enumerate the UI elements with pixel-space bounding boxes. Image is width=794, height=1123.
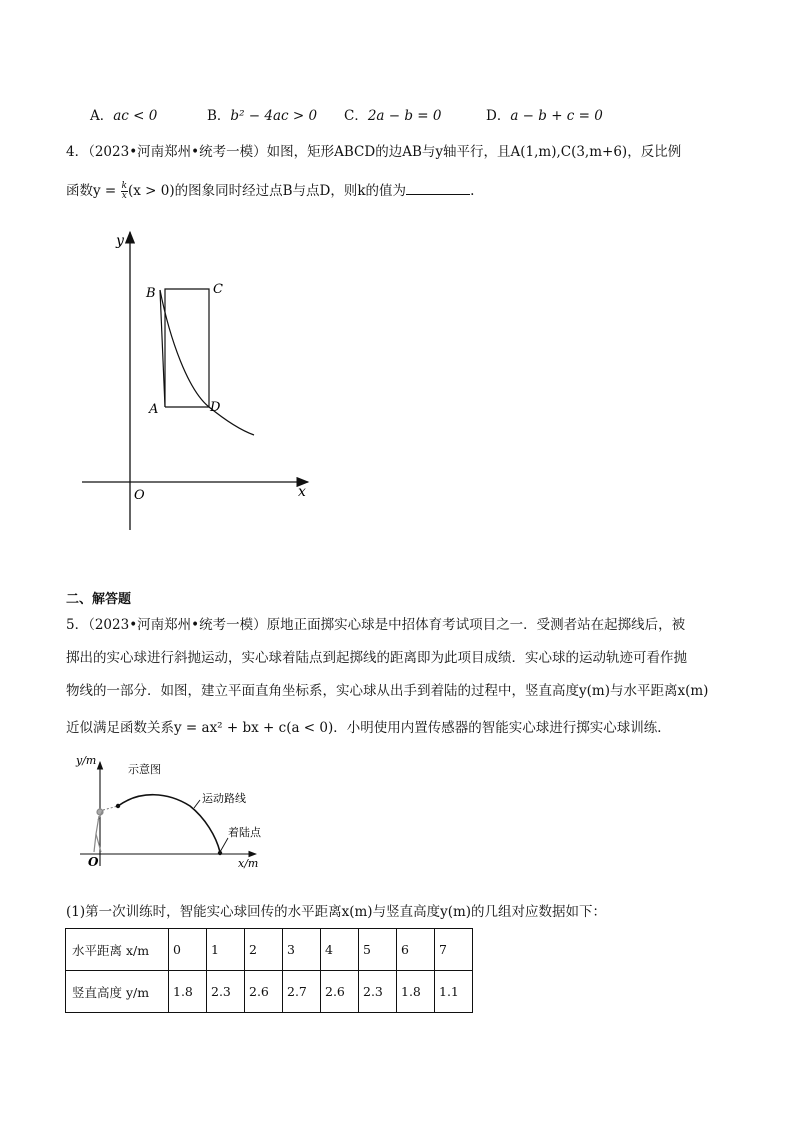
table-cell: 7 xyxy=(435,929,473,971)
option-c-label: C． xyxy=(344,108,368,124)
y-axis-label-2: y/m xyxy=(76,754,97,767)
table-row xyxy=(66,971,473,1013)
landing-label: 着陆点 xyxy=(228,826,261,839)
table-cell: 3 xyxy=(283,929,321,971)
table-cell: 6 xyxy=(397,929,435,971)
q5-line1: 5．（2023•河南郑州•统考一模）原地正面掷实心球是中招体育考试项目之一．受测者站在起掷线后，被 xyxy=(66,617,686,633)
table-cell: 1.1 xyxy=(435,971,473,1013)
y-axis-label: y xyxy=(116,233,124,249)
table-cell: 2.3 xyxy=(359,971,397,1013)
table-row xyxy=(66,929,473,971)
table-cell: 2.6 xyxy=(321,971,359,1013)
point-b-label: B xyxy=(146,286,156,301)
x-axis-label: x xyxy=(298,484,306,500)
option-a xyxy=(90,104,157,124)
answer-blank[interactable] xyxy=(406,182,470,195)
option-d xyxy=(486,104,603,124)
section-title: 二、解答题 xyxy=(66,592,132,607)
path-label: 运动路线 xyxy=(202,792,246,805)
q4-line2-pre: 函数y = xyxy=(66,183,117,199)
q4-line2-post: (x > 0)的图象同时经过点B与点D，则k的值为 xyxy=(128,183,407,199)
table-header-y: 竖直高度 y/m xyxy=(66,971,169,1013)
q4-fraction-num: k xyxy=(121,181,127,191)
option-a-label: A． xyxy=(90,108,114,124)
option-d-expr: a − b + c = 0 xyxy=(510,108,603,124)
figure-rectangle-hyperbola xyxy=(70,220,320,540)
option-d-label: D． xyxy=(486,108,511,124)
table-cell: 1 xyxy=(207,929,245,971)
figure-throw-trajectory xyxy=(70,748,270,873)
q4-line2-end: . xyxy=(470,183,475,199)
x-axis-label-2: x/m xyxy=(238,857,259,870)
table-cell: 2.6 xyxy=(245,971,283,1013)
option-b xyxy=(207,104,317,124)
rectangle-abcd xyxy=(165,289,209,407)
table-cell: 5 xyxy=(359,929,397,971)
table-cell: 2 xyxy=(245,929,283,971)
table-cell: 2.7 xyxy=(283,971,321,1013)
q5-line3: 物线的一部分．如图，建立平面直角坐标系，实心球从出手到着陆的过程中，竖直高度y(m)与水平距离x(m) xyxy=(66,683,709,699)
hyperbola-curve xyxy=(160,290,254,435)
option-b-label: B． xyxy=(207,108,231,124)
origin-label-2: O xyxy=(88,855,99,869)
q4-fraction-den: x xyxy=(121,191,127,201)
q5-part1-text: (1)第一次训练时，智能实心球回传的水平距离x(m)与竖直高度y(m)的几组对应数据如下： xyxy=(66,904,607,920)
thrower-figure xyxy=(94,809,103,852)
table-cell: 1.8 xyxy=(397,971,435,1013)
option-c xyxy=(344,104,442,124)
q5-line4: 近似满足函数关系y = ax² + bx + c(a < 0)．小明使用内置传感器的智能实心球进行掷实心球训练． xyxy=(66,720,671,736)
q4-fraction xyxy=(121,182,128,201)
point-a-label: A xyxy=(149,402,159,417)
figure-caption: 示意图 xyxy=(128,763,161,776)
table-cell: 2.3 xyxy=(207,971,245,1013)
option-b-expr: b² − 4ac > 0 xyxy=(230,108,318,124)
table-cell: 4 xyxy=(321,929,359,971)
q4-line1: 4．（2023•河南郑州•统考一模）如图，矩形ABCD的边AB与y轴平行，且A(1,m),C(3,m+6)，反比例 xyxy=(66,144,682,160)
origin-label: O xyxy=(134,488,145,503)
table-cell: 0 xyxy=(169,929,207,971)
option-c-expr: 2a − b = 0 xyxy=(367,108,442,124)
option-a-expr: ac < 0 xyxy=(113,108,158,124)
table-header-x: 水平距离 x/m xyxy=(66,929,169,971)
table-cell: 1.8 xyxy=(169,971,207,1013)
point-c-label: C xyxy=(213,282,223,297)
q5-line2: 掷出的实心球进行斜抛运动，实心球着陆点到起掷线的距离即为此项目成绩．实心球的运动轨迹可看作抛 xyxy=(66,650,687,666)
point-d-label: D xyxy=(210,400,221,415)
data-table xyxy=(65,928,473,1013)
release-point xyxy=(116,804,120,808)
q4-line2 xyxy=(66,179,474,201)
